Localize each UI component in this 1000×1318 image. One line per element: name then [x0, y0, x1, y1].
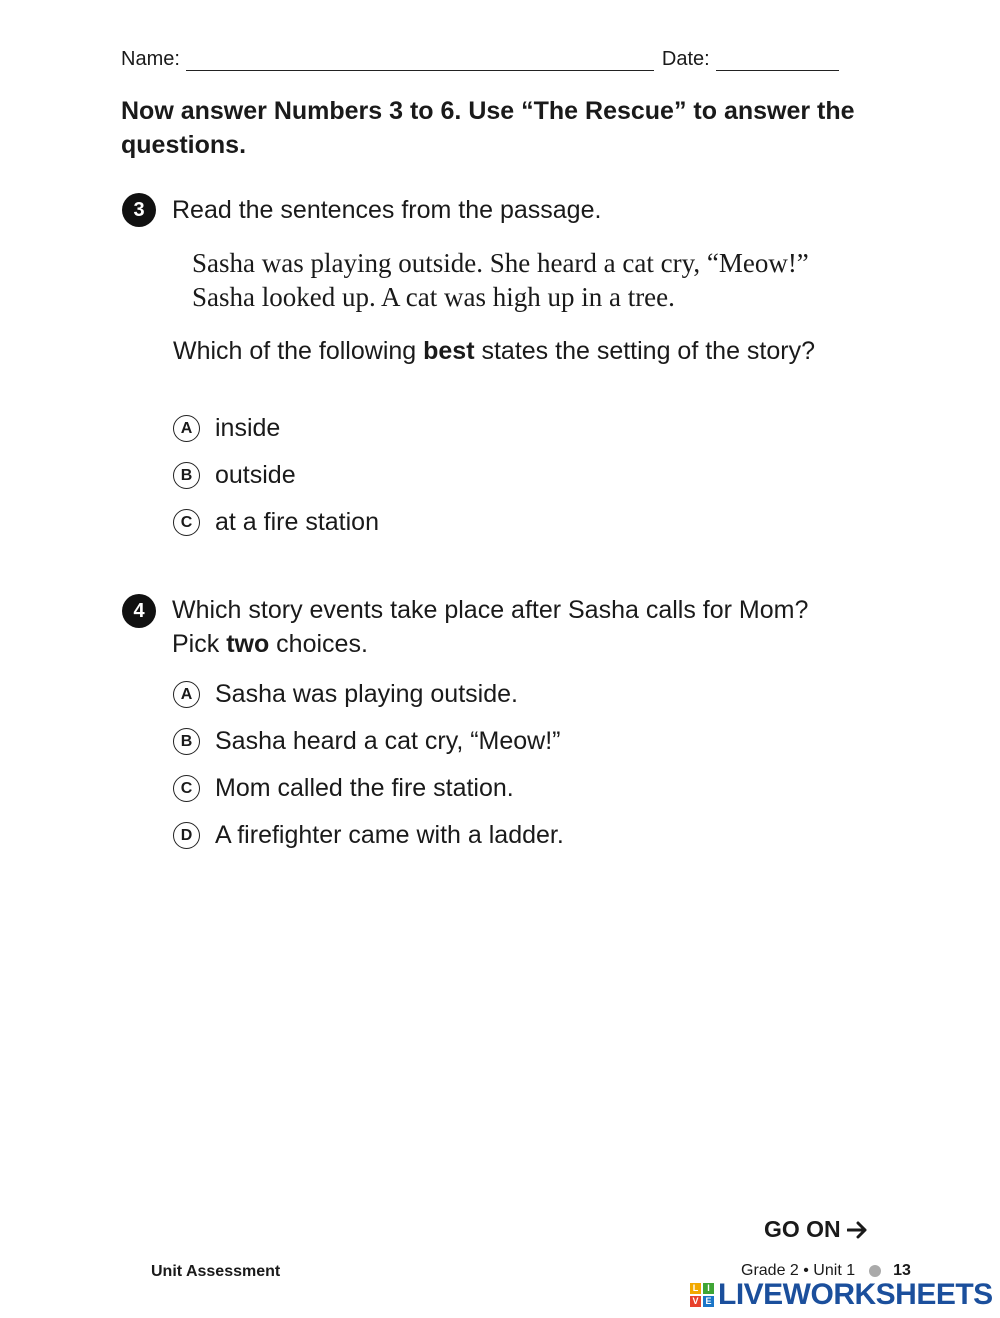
option-text: outside	[215, 461, 296, 489]
question-3-option-b[interactable]	[173, 461, 296, 490]
question-text-part: choices.	[269, 630, 368, 658]
question-3-prompt: Read the sentences from the passage.	[172, 196, 602, 224]
question-text-emphasis: best	[423, 337, 475, 365]
name-label: Name:	[121, 48, 180, 70]
grade-unit: Grade 2 • Unit 1	[741, 1262, 856, 1279]
date-field[interactable]	[716, 50, 839, 71]
page-number: 13	[893, 1262, 911, 1279]
question-4-option-d[interactable]	[173, 821, 564, 850]
answer-bubble[interactable]: D	[173, 822, 200, 849]
passage-line: Sasha looked up. A cat was high up in a tree.	[192, 282, 675, 312]
question-4-option-c[interactable]	[173, 774, 514, 803]
logo-text: LIVEWORKSHEETS	[718, 1278, 993, 1311]
option-text: A firefighter came with a ladder.	[215, 821, 564, 849]
question-text-part: states the setting of the story?	[474, 337, 815, 365]
name-field[interactable]	[186, 50, 654, 71]
option-text: inside	[215, 414, 281, 442]
question-3-number: 3	[122, 193, 156, 227]
option-text: Sasha heard a cat cry, “Meow!”	[215, 727, 561, 755]
option-text: Mom called the fire station.	[215, 774, 514, 802]
answer-bubble[interactable]: C	[173, 509, 200, 536]
answer-bubble[interactable]: A	[173, 415, 200, 442]
logo-letter: I	[703, 1283, 714, 1294]
answer-bubble[interactable]: A	[173, 681, 200, 708]
logo-badge-icon	[690, 1283, 714, 1307]
question-text-part: Which of the following	[173, 337, 424, 365]
question-3-option-c[interactable]	[173, 508, 379, 537]
instructions: Now answer Numbers 3 to 6. Use “The Rescue” to answer the questions.	[121, 97, 855, 159]
question-4-option-b[interactable]	[173, 727, 561, 756]
question-3-option-a[interactable]	[173, 414, 280, 443]
option-text: at a fire station	[215, 508, 379, 536]
date-label: Date:	[661, 48, 710, 70]
liveworksheets-logo	[690, 1278, 993, 1312]
question-text-line: Which story events take place after Sasha calls for Mom?	[172, 596, 809, 624]
answer-bubble[interactable]: C	[173, 775, 200, 802]
question-4-number: 4	[122, 594, 156, 628]
question-4-option-a[interactable]	[173, 680, 518, 709]
answer-bubble[interactable]: B	[173, 462, 200, 489]
question-text-line	[172, 627, 912, 661]
logo-letter: E	[703, 1296, 714, 1307]
footer-unit-assessment: Unit Assessment	[151, 1263, 281, 1280]
question-3-passage	[192, 246, 912, 314]
arrow-right-icon	[847, 1221, 869, 1239]
header-fields	[121, 48, 839, 71]
question-3-text	[173, 334, 873, 368]
question-4-text	[172, 593, 912, 661]
passage-line: Sasha was playing outside. She heard a cat cry, “Meow!”	[192, 248, 809, 278]
question-text-part: Pick	[172, 630, 227, 658]
go-on-text: GO ON	[764, 1216, 841, 1242]
logo-letter: L	[690, 1283, 701, 1294]
question-text-emphasis: two	[226, 630, 270, 658]
separator-dot-icon	[869, 1265, 881, 1277]
answer-bubble[interactable]: B	[173, 728, 200, 755]
option-text: Sasha was playing outside.	[215, 680, 518, 708]
logo-letter: V	[690, 1296, 701, 1307]
go-on-label	[764, 1216, 869, 1243]
